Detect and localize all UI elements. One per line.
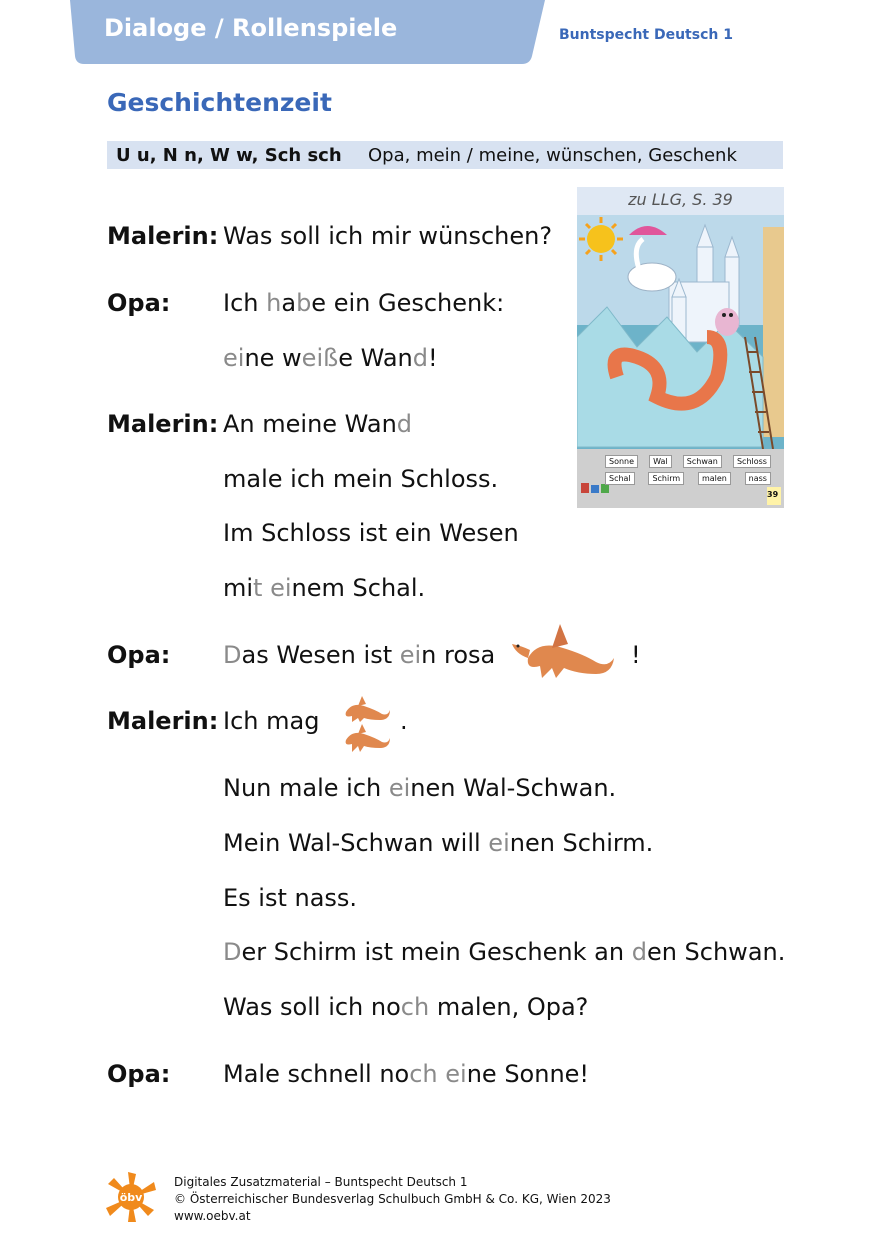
word-card: Schloss: [733, 455, 771, 468]
speaker-label: Opa:: [107, 641, 171, 669]
footer-link[interactable]: www.oebv.at: [174, 1209, 251, 1223]
brand-label: Buntspecht Deutsch 1: [559, 27, 733, 43]
dialogue-line: Male schnell noch eine Sonne!: [223, 1060, 590, 1088]
dialogue-line: Mein Wal-Schwan will einen Schirm.: [223, 829, 654, 857]
speaker-label: Malerin:: [107, 707, 219, 735]
header-banner: [70, 0, 545, 64]
word-card: Schirm: [648, 472, 684, 485]
dialogue-line: An meine Wand: [223, 410, 413, 438]
banner-title: Dialoge / Rollenspiele: [104, 14, 398, 42]
word-card: nass: [745, 472, 771, 485]
speaker-label: Malerin:: [107, 410, 219, 438]
dialogue-line: eine weiße Wand!: [223, 344, 438, 372]
dragon-icon: [715, 308, 739, 336]
dialogue-line: male ich mein Schloss.: [223, 465, 499, 493]
dialogue-line: mit einem Schal.: [223, 574, 426, 602]
book-page-number: 39: [767, 490, 779, 499]
word-card-grid: [605, 455, 771, 485]
page-title: Geschichtenzeit: [107, 88, 332, 117]
dialogue-line: Es ist nass.: [223, 884, 358, 912]
footer-line: © Österreichischer Bundesverlag Schulbuch GmbH & Co. KG, Wien 2023: [174, 1192, 611, 1206]
word-card: Schwan: [683, 455, 722, 468]
oebv-logo: [104, 1170, 158, 1224]
strip-words: Opa, mein / meine, wünschen, Geschenk: [368, 145, 737, 166]
dialogue-line: Das Wesen ist ein rosa: [223, 641, 496, 669]
speaker-label: Opa:: [107, 289, 171, 317]
dragons-icon: [338, 694, 392, 754]
dialogue-punctuation: .: [400, 707, 408, 735]
illustration-caption: zu LLG, S. 39: [628, 190, 733, 209]
footer-text: [174, 1174, 611, 1225]
dialogue-line: Der Schirm ist mein Geschenk an den Schwan.: [223, 938, 786, 966]
svg-text:öbv: öbv: [119, 1191, 143, 1204]
dialogue-line: Im Schloss ist ein Wesen: [223, 519, 519, 547]
word-card: Sonne: [605, 455, 638, 468]
dialogue-line: Nun male ich einen Wal-Schwan.: [223, 774, 617, 802]
word-card: Wal: [649, 455, 672, 468]
footer-line: Digitales Zusatzmaterial – Buntspecht Deutsch 1: [174, 1175, 468, 1189]
dialogue-line: Ich habe ein Geschenk:: [223, 289, 505, 317]
dialogue-line: Was soll ich mir wünschen?: [223, 222, 553, 250]
word-card: malen: [698, 472, 731, 485]
dialogue-line: Ich mag: [223, 707, 320, 735]
strip-letters: U u, N n, W w, Sch sch: [116, 145, 342, 166]
dialogue-line: Was soll ich noch malen, Opa?: [223, 993, 589, 1021]
topic-strip: [107, 141, 783, 169]
dialogue-punctuation: !: [631, 641, 641, 669]
dragon-icon: [508, 618, 618, 682]
speaker-label: Opa:: [107, 1060, 171, 1088]
speaker-label: Malerin:: [107, 222, 219, 250]
word-card: Schal: [605, 472, 635, 485]
book-page-illustration: [577, 187, 784, 508]
